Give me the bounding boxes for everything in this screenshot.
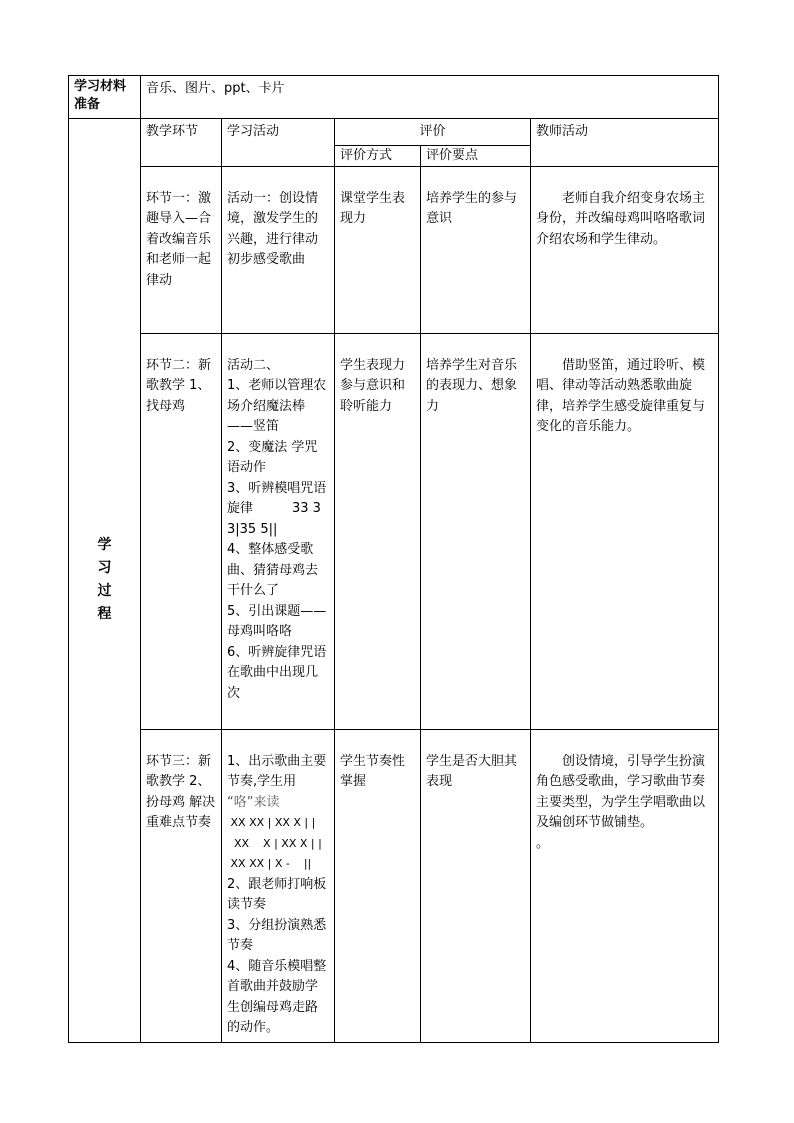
table-row <box>69 166 719 333</box>
header-evaluation: 评价 <box>335 119 531 146</box>
header-points: 评价要点 <box>421 145 531 166</box>
activity-cell <box>222 729 335 1042</box>
header-teacher: 教师活动 <box>531 119 719 167</box>
header-activity: 学习活动 <box>222 119 335 167</box>
rhythm-line: XX XX | XX X | | <box>227 816 316 829</box>
method-cell: 课堂学生表现力 <box>335 166 421 333</box>
activity-line: “咯”来读 <box>227 794 280 810</box>
teacher-text: 创设情境，引导学生扮演角色感受歌曲，学习歌曲节奏主要类型，为学生学唱歌曲以及编创环节做铺垫。 <box>536 753 706 830</box>
teacher-text-tail: 。 <box>536 835 550 851</box>
table-row <box>69 333 719 729</box>
method-cell: 学生表现力参与意识和聆听能力 <box>335 333 421 729</box>
activity-line: 4、随音乐模唱整首歌曲并鼓励学生创编母鸡走路的动作。 <box>227 958 327 1035</box>
activity-line: 2、变魔法 学咒语动作 <box>227 439 318 475</box>
header-method: 评价方式 <box>335 145 421 166</box>
points-cell: 培养学生的参与意识 <box>421 166 531 333</box>
teacher-cell: 老师自我介绍变身农场主身份，并改编母鸡叫咯咯歌词介绍农场和学生律动。 <box>531 166 719 333</box>
activity-line: 2、跟老师打响板读节奏 <box>227 876 327 912</box>
stage-cell: 环节一：激趣导入—合着改编音乐和老师一起律动 <box>141 166 222 333</box>
activity-line: 活动二、 <box>227 357 280 373</box>
process-label: 学 习 过 程 <box>69 119 141 1043</box>
stage-cell: 环节二：新歌教学 1、找母鸡 <box>141 333 222 729</box>
activity-line: 6、听辨旋律咒语在歌曲中出现几次 <box>227 644 327 701</box>
rhythm-line: XX XX | X - || <box>227 857 312 870</box>
header-row <box>69 119 719 146</box>
activity-cell: 活动一：创设情境，激发学生的兴趣，进行律动初步感受歌曲 <box>222 166 335 333</box>
points-cell: 学生是否大胆其表现 <box>421 729 531 1042</box>
materials-value: 音乐、图片、ppt、卡片 <box>141 76 719 119</box>
activity-line: 5、引出课题——母鸡叫咯咯 <box>227 603 327 639</box>
activity-line: 3、分组扮演熟悉节奏 <box>227 917 327 953</box>
header-stage: 教学环节 <box>141 119 222 167</box>
activity-cell <box>222 333 335 729</box>
activity-line: 1、老师以管理农场介绍魔法棒——竖笛 <box>227 378 327 434</box>
table-row <box>69 729 719 1042</box>
activity-line: 1、出示歌曲主要节奏,学生用 <box>227 753 327 789</box>
activity-line: 4、整体感受歌曲、猜猜母鸡去干什么了 <box>227 542 319 598</box>
activity-line: 3、听辨模唱咒语旋律 33 33|35 5|| <box>227 480 327 537</box>
stage-cell: 环节三：新歌教学 2、扮母鸡 解决重难点节奏 <box>141 729 222 1042</box>
points-cell: 培养学生对音乐的表现力、想象力 <box>421 333 531 729</box>
teacher-cell: 借助竖笛，通过聆听、模唱、律动等活动熟悉歌曲旋律，培养学生感受旋律重复与变化的音乐能力。 <box>531 333 719 729</box>
teacher-cell <box>531 729 719 1042</box>
rhythm-line: XX X | XX X | | <box>227 836 322 850</box>
materials-row <box>69 76 719 119</box>
materials-label: 学习材料 准备 <box>69 76 141 119</box>
method-cell: 学生节奏性掌握 <box>335 729 421 1042</box>
lesson-plan-table <box>68 75 719 1043</box>
